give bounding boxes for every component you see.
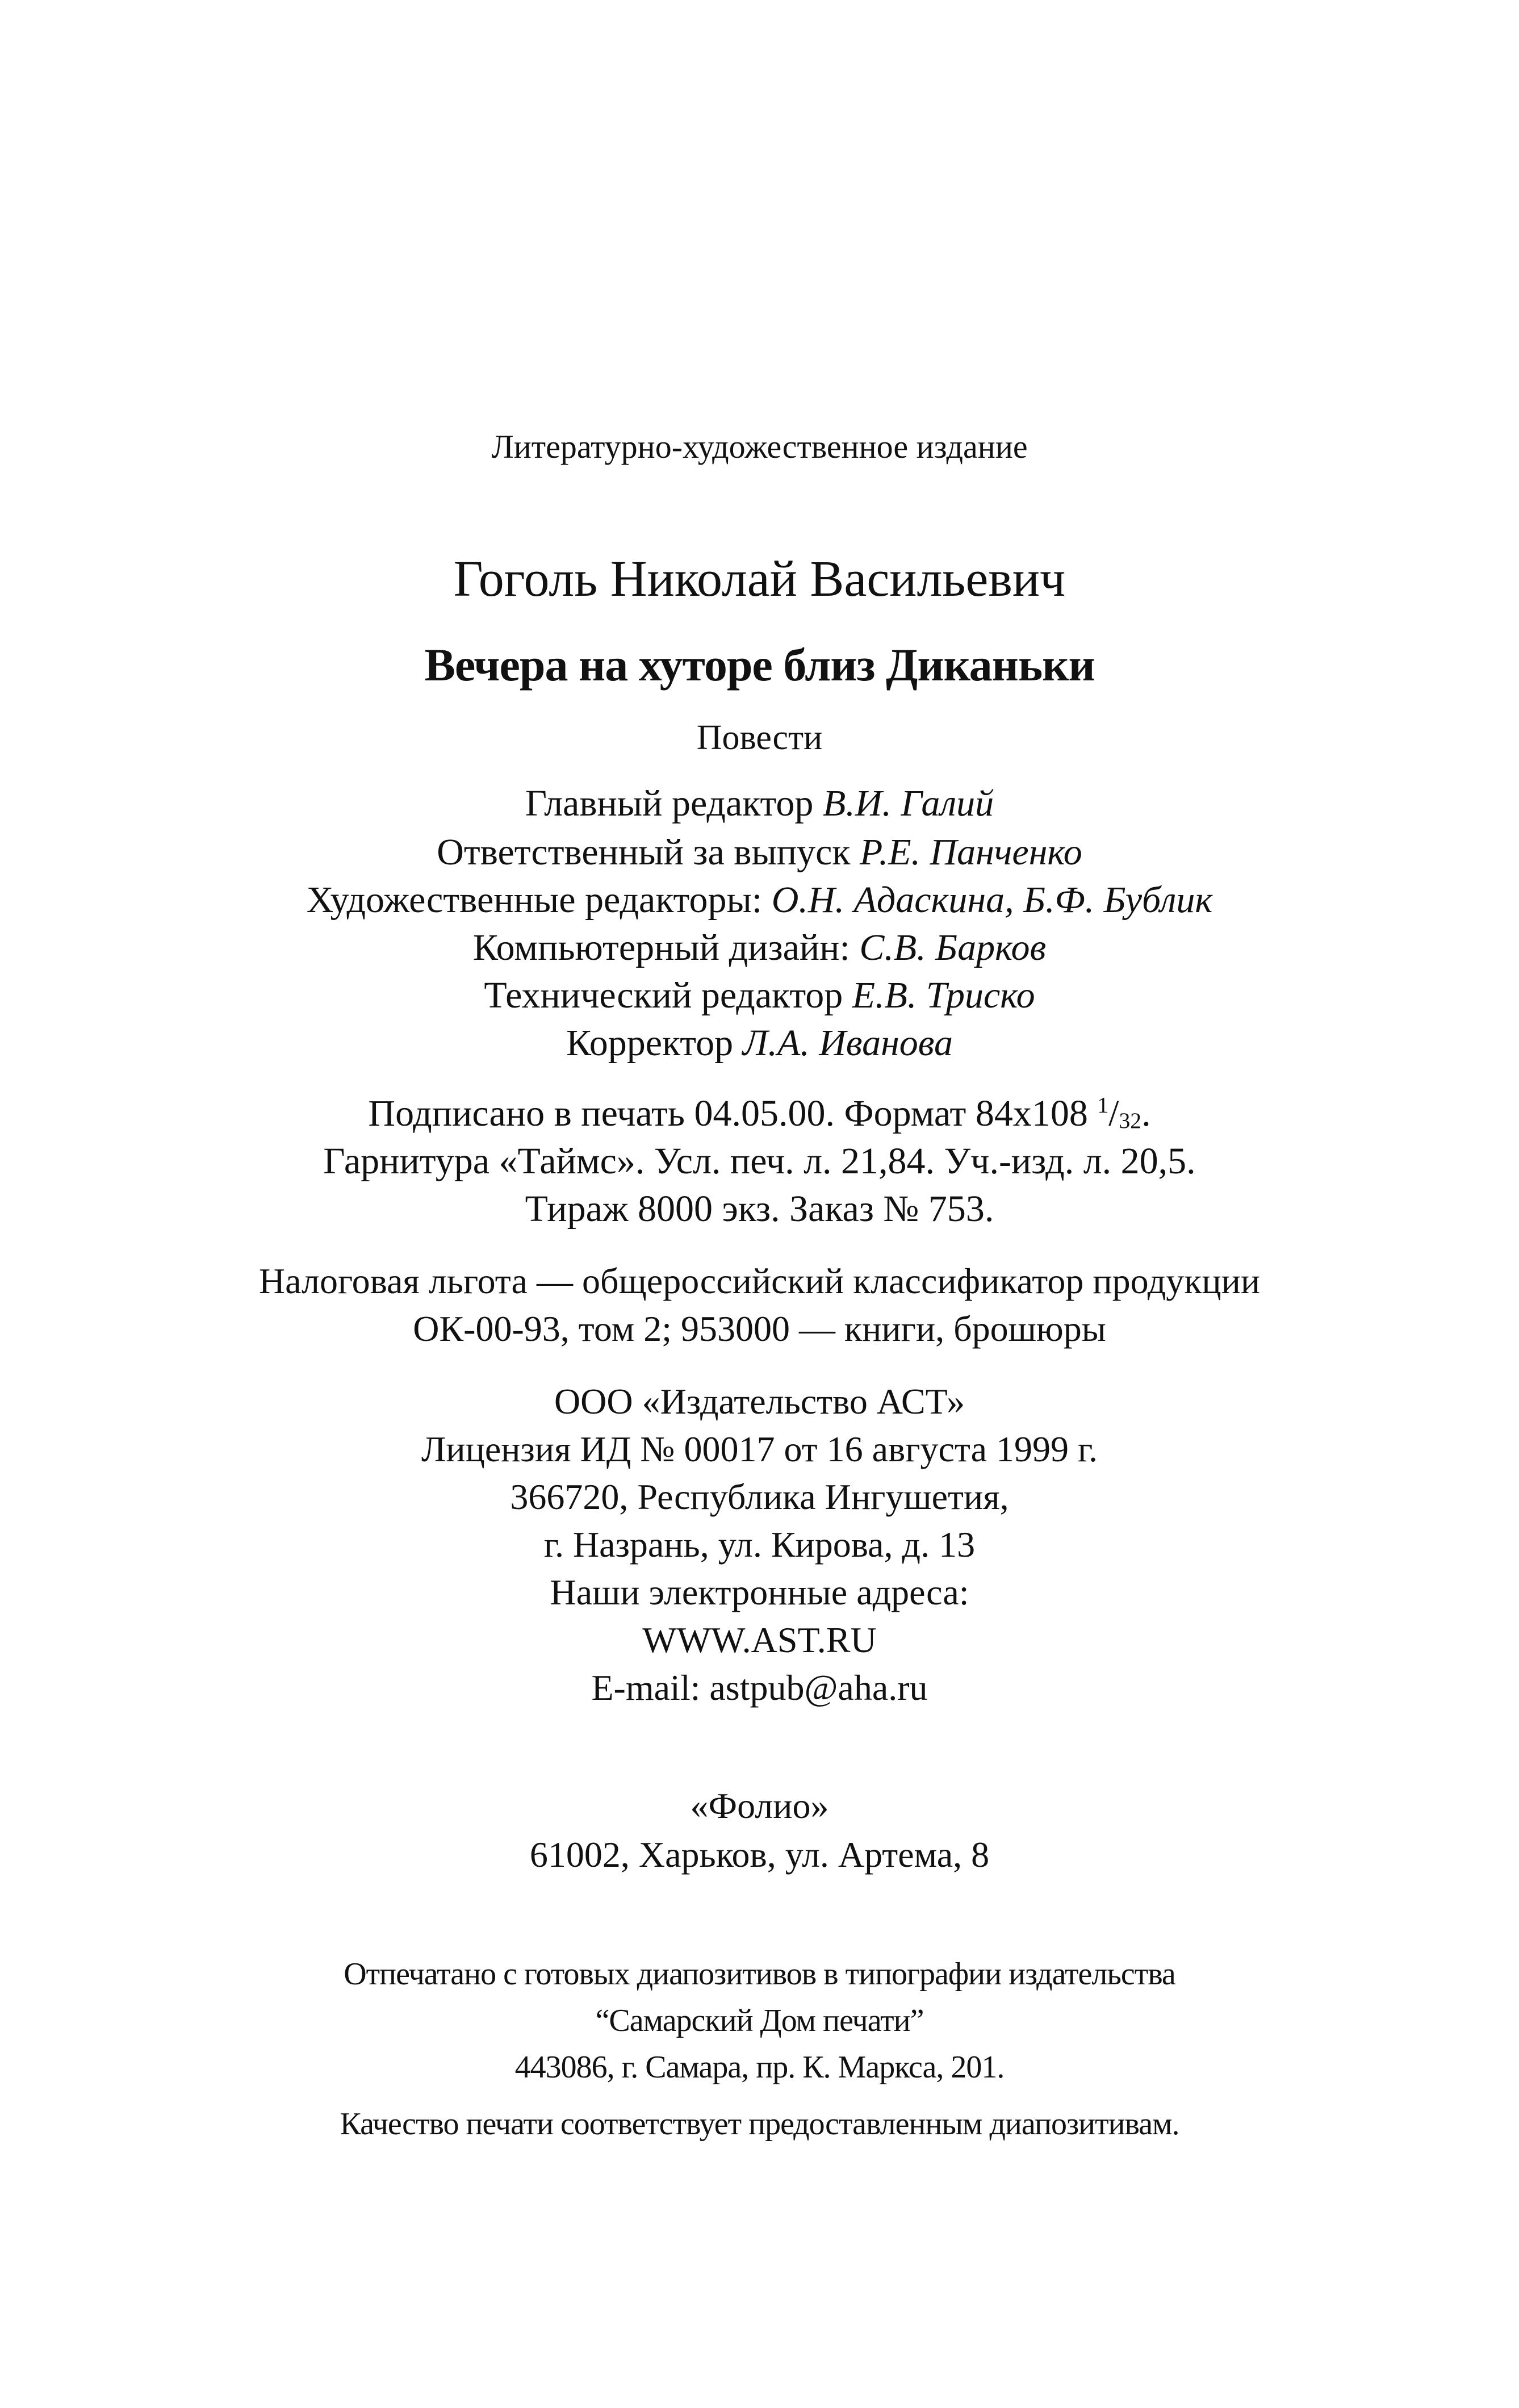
printing-line2: “Самарский Дом печати” <box>595 2003 924 2038</box>
credit-person: О.Н. Адаскина, Б.Ф. Бублик <box>771 879 1213 921</box>
publisher-website: WWW.AST.RU <box>642 1620 877 1660</box>
credit-person: Е.В. Триско <box>852 975 1035 1016</box>
folio-address: 61002, Харьков, ул. Артема, 8 <box>529 1834 990 1875</box>
folio-name: «Фолио» <box>690 1786 829 1826</box>
credit-release-manager <box>0 831 1519 873</box>
publisher-email: E-mail: astpub@aha.ru <box>591 1667 928 1708</box>
author-name: Гоголь Николай Васильевич <box>453 551 1066 607</box>
printing-quality: Качество печати соответствует предоставленным диапозитивам. <box>340 2106 1179 2142</box>
credit-art-editors <box>0 881 1519 919</box>
format-fraction-separator: / <box>1108 1093 1119 1134</box>
publisher-name: ООО «Издательство АСТ» <box>554 1381 965 1422</box>
credit-technical-editor <box>0 977 1519 1014</box>
credit-person: Л.А. Иванова <box>742 1022 953 1064</box>
credit-person: В.И. Галий <box>822 783 994 824</box>
credit-proofreader <box>0 1022 1519 1064</box>
credit-person: С.В. Барков <box>859 927 1047 968</box>
print-specs-line1 <box>0 1092 1519 1134</box>
credit-role: Художественные редакторы: <box>306 879 772 921</box>
publisher-web-label: Наши электронные адреса: <box>550 1572 969 1612</box>
print-specs-line3: Тираж 8000 экз. Заказ № 753. <box>525 1188 994 1230</box>
print-specs-end: . <box>1141 1093 1151 1134</box>
publisher-address-line2: г. Назрань, ул. Кирова, д. 13 <box>543 1524 976 1565</box>
credit-computer-design <box>0 929 1519 967</box>
tax-line2: ОК-00-93, том 2; 953000 — книги, брошюры <box>413 1308 1106 1349</box>
credit-chief-editor <box>0 785 1519 822</box>
credit-role: Технический редактор <box>484 975 852 1016</box>
printing-line3: 443086, г. Самара, пр. К. Маркса, 201. <box>514 2050 1005 2085</box>
genre: Повести <box>696 718 823 757</box>
credit-role: Корректор <box>566 1022 743 1064</box>
credit-person: Р.Е. Панченко <box>859 831 1082 873</box>
print-specs-text: Подписано в печать 04.05.00. Формат 84x108 <box>368 1093 1098 1134</box>
publisher-license: Лицензия ИД № 00017 от 16 августа 1999 г. <box>421 1429 1098 1469</box>
format-fraction-denominator: 32 <box>1119 1107 1142 1133</box>
edition-type: Литературно-художественное издание <box>491 428 1028 465</box>
print-specs-line2: Гарнитура «Таймс». Усл. печ. л. 21,84. Уч.-изд. л. 20,5. <box>323 1140 1196 1182</box>
credit-role: Ответственный за выпуск <box>437 831 860 873</box>
credit-role: Главный редактор <box>525 783 823 824</box>
format-fraction-numerator: 1 <box>1097 1092 1109 1118</box>
credit-role: Компьютерный дизайн: <box>472 927 860 968</box>
tax-line1: Налоговая льгота — общероссийский классификатор продукции <box>258 1261 1261 1301</box>
printing-line1: Отпечатано с готовых диапозитивов в типографии издательства <box>344 1956 1175 1992</box>
publisher-address-line1: 366720, Республика Ингушетия, <box>510 1477 1009 1517</box>
book-title: Вечера на хуторе близ Диканьки <box>424 639 1095 691</box>
